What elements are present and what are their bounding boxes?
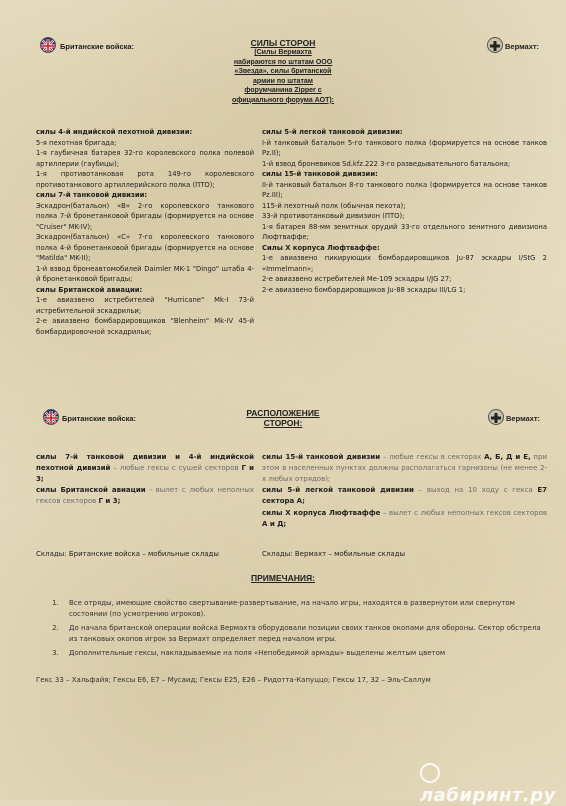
british-s1-line1: 5-я пехотная бригада; xyxy=(36,138,117,147)
forces-subtitle-6: официального форума АОТ): xyxy=(231,96,335,104)
forces-title: СИЛЫ СТОРОН xyxy=(250,38,316,48)
wehrmacht-s1-line2: 1-й взвод броневиков Sd.kfz.222 3-го разведывательного батальона; xyxy=(262,159,511,168)
forces-subtitle-3: «Звезда», силы британской xyxy=(234,68,332,75)
wehrmacht-s1-line1: I-й танковый батальон 5-го танкового полка (формируется на основе танков Pz.II); xyxy=(262,138,547,157)
wehrmacht-s2-line4: 1-я батарея 88-мм зенитных орудий 33-го отдельного зенитного дивизиона Люфтваффе; xyxy=(262,222,547,241)
hex-legend: Гекс 33 – Хальфайя; Гексы Е6, Е7 – Мусаид; Гексы Е25, Е26 – Ридотта-Капуццо; Гексы 17, 32 – Эль-Саллум xyxy=(36,676,431,684)
wehrmacht-deployment-header: Вермахт: xyxy=(506,414,541,423)
deployment-title-block xyxy=(222,408,344,428)
forces-subtitle-4: армии по штатам xyxy=(253,77,313,85)
british-s2-line1: Эскадрон(батальон) «В» 2-го королевского танкового полка 7-й бронетанковой бригады (формируется на основе "Cruiser" MK-IV); xyxy=(36,201,254,231)
forces-subtitle-2: набираются по штатам ООО xyxy=(233,58,333,66)
watermark-text: лабиринт.ру xyxy=(420,785,556,806)
wehrmacht-dep-p1: силы 15-й танковой дивизии – любые гексы в секторах А, Б, Д и Е, при этом в населенных пунктах должны располагаться гарнизоны (не менее 2-х любых отрядов); xyxy=(262,453,547,483)
british-flag-icon-2 xyxy=(43,409,59,425)
wehrmacht-deployment-column xyxy=(262,452,547,531)
forces-subtitle-1: (Силы Вермахта xyxy=(254,49,312,56)
wehrmacht-forces-header: Вермахт: xyxy=(505,42,540,51)
note-item-1: 1. Все отряды, имеющие свойство свертывание-развертывание, на начало игры, находятся в развернутом или свернутом состоянии (по усмотрению игроков). xyxy=(61,598,546,619)
wehrmacht-s2-line1: II-й танковый батальон 8-го танкового полка (формируется на основе танков Pz.III); xyxy=(262,180,547,199)
wehrmacht-forces-column xyxy=(262,127,547,295)
british-s2-line3: 1-й взвод бронеавтомобилей Daimler MK-1 "Dingo" штаба 4-й бронетанковой бригады; xyxy=(36,264,254,283)
british-s2-title: силы 7-й танковой дивизии: xyxy=(36,191,148,199)
wehrmacht-s3-line1: 1-е авиазвено пикирующих бомбардировщиков Ju-87 эскадры I/StG 2 «Immelmann»; xyxy=(262,254,547,273)
british-forces-column xyxy=(36,127,254,337)
british-s1-title: силы 4-й индийской пехотной дивизии: xyxy=(36,128,193,136)
wehrmacht-s3-title: Силы X корпуса Люфтваффе: xyxy=(262,243,380,252)
deployment-title-2: СТОРОН: xyxy=(263,418,303,428)
british-flag-icon xyxy=(40,37,56,53)
british-s2-line2: Эскадрон(батальон) «С» 7-го королевского танкового полка 4-й бронетанковой бригады (формируется на основе "Matilda" MK-II); xyxy=(36,233,254,262)
wehrmacht-cross-icon xyxy=(487,37,503,53)
wehrmacht-s2-line3: 33-й противотанковый дивизион (ПТО); xyxy=(262,212,405,220)
british-s3-line2: 2-е авиазвено бомбардировщиков "Blenheim" Mk-IV 45-й бомбардировочной эскадрильи; xyxy=(36,317,254,336)
notes-list xyxy=(36,598,546,663)
british-forces-header: Британские войска: xyxy=(60,42,135,51)
british-dep-p1: силы 7-й танковой дивизии и 4-й индийской пехотной дивизий – любые гексы с сушей секторов Г и 3; xyxy=(36,453,254,483)
wehrmacht-s3-line3: 2-е авиазвено бомбардировщиков Ju-88 эскадры III/LG 1; xyxy=(262,285,466,294)
british-depot: Склады: Британские войска – мобильные склады xyxy=(36,550,219,558)
wehrmacht-s2-title: силы 15-й танковой дивизии: xyxy=(262,170,378,178)
wehrmacht-s3-line2: 2-е авиазвено истребителей Me-109 эскадры I/JG 27; xyxy=(262,275,452,283)
wehrmacht-depot: Склады: Вермахт – мобильные склады xyxy=(262,550,405,558)
wehrmacht-s1-title: силы 5-й легкой танковой дивизии: xyxy=(262,128,403,136)
deployment-title-1: РАСПОЛОЖЕНИЕ xyxy=(246,408,320,418)
note-item-2: 2. До начала британской операции войска Вермахта оборудовали позиции своих танков окопами для обороны. Сектор обстрела из танковых окопов игрок за Вермахт определяет перед началом игры. xyxy=(61,623,546,644)
wehrmacht-s2-line2: 115-й пехотный полк (обычная пехота); xyxy=(262,201,406,210)
note-item-3: 3. Дополнительные гексы, накладываемые на поля «Непобедимой армады» выделены желтым цветом xyxy=(61,648,546,659)
british-deployment-header: Британские войска: xyxy=(62,414,137,423)
british-dep-p2: силы Британской авиации - вылет с любых неполных гексов секторов Г и 3; xyxy=(36,486,254,506)
british-deployment-column xyxy=(36,452,254,508)
wehrmacht-dep-p2: силы 5-й легкой танковой дивизии – выход на 10 ходу с гекса Е7 сектора А; xyxy=(262,486,547,506)
wehrmacht-dep-p3: силы X корпуса Люфтваффе – вылет с любых неполных гексов секторов А и Д; xyxy=(262,508,547,528)
forces-subtitle-5: форумчанина Zipper с xyxy=(244,87,322,94)
notes-title: ПРИМЕЧАНИЯ: xyxy=(251,573,315,583)
british-s1-line3: 1-я противотанковая рота 149-го королевского противотанкового артиллерийского полка (ПТО); xyxy=(36,170,254,189)
forces-title-block xyxy=(205,38,361,105)
british-s1-line2: 1-я гаубичная батарея 32-го королевского полка полевой артиллерии (гаубицы); xyxy=(36,149,254,168)
wehrmacht-cross-icon-2 xyxy=(488,409,504,425)
british-s3-title: силы Британской авиации: xyxy=(36,285,143,294)
watermark-logo-icon xyxy=(420,763,440,783)
british-s3-line1: 1-е авиазвено истребителей "Hurricane" Mk-I 73-й истребительной эскадрильи; xyxy=(36,296,254,315)
